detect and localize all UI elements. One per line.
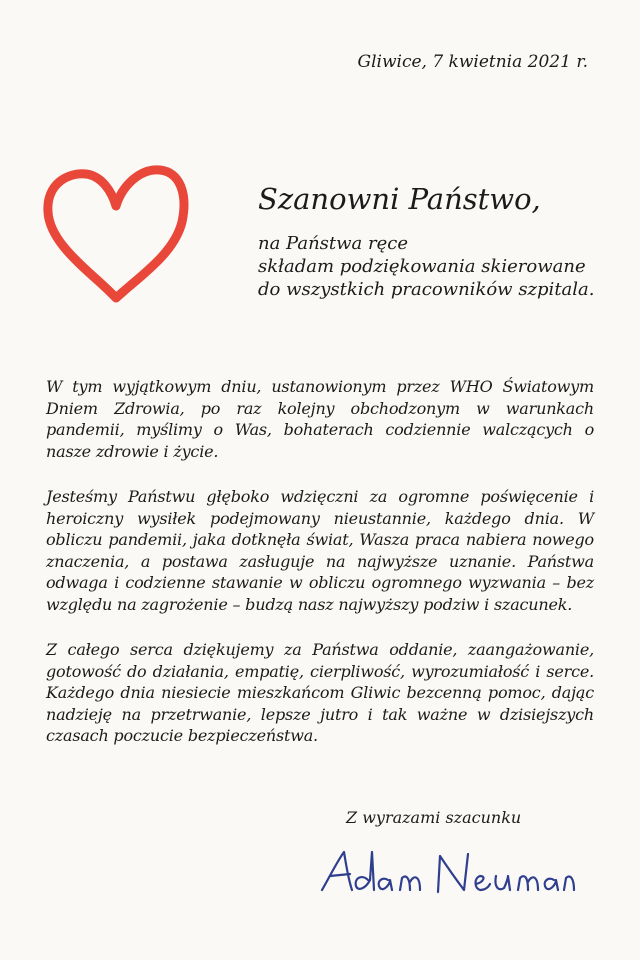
salutation: Szanowni Państwo, <box>258 182 541 216</box>
body-paragraph: W tym wyjątkowym dniu, ustanowionym przez WHO Światowym Dniem Zdrowia, po raz kolejny obchodzonym w warunkach pandemii, myślimy o Was, bohaterach codziennie walczących o nasze zdrowie i życie. <box>46 377 594 461</box>
intro-text <box>258 232 598 301</box>
closing-phrase: Z wyrazami szacunku <box>346 808 522 827</box>
handwritten-signature <box>318 846 580 900</box>
intro-line: składam podziękowania skierowane <box>258 256 586 277</box>
body-paragraph: Z całego serca dziękujemy za Państwa oddanie, zaangażowanie, gotowość do działania, empatię, cierpliwość, wyrozumiałość i serce. Każdego dnia niesiecie mieszkańcom Gliwic bezcenną pomoc, dając nadzieję na przetrwanie, lepsze jutro i tak ważne w dzisiejszych czasach poczucie bezpieczeństwa. <box>46 640 594 745</box>
letter-date: Gliwice, 7 kwietnia 2021 r. <box>357 52 588 72</box>
intro-line: na Państwa ręce <box>258 233 408 254</box>
body-paragraph: Jesteśmy Państwu głęboko wdzięczni za ogromne poświęcenie i heroiczny wysiłek podejmowany nieustannie, każdego dnia. W obliczu pandemii, jaka dotknęła świat, Wasza praca nabiera nowego znaczenia, a postawa zasługuje na najwyższe uznanie. Państwa odwaga i codzienne stawanie w obliczu ogromnego wyzwania – bez względu na zagrożenie – budzą nasz najwyższy podziw i szacunek. <box>46 487 594 614</box>
letter-body <box>46 376 594 771</box>
heart-icon <box>36 162 192 308</box>
intro-line: do wszystkich pracowników szpitala. <box>258 279 595 300</box>
